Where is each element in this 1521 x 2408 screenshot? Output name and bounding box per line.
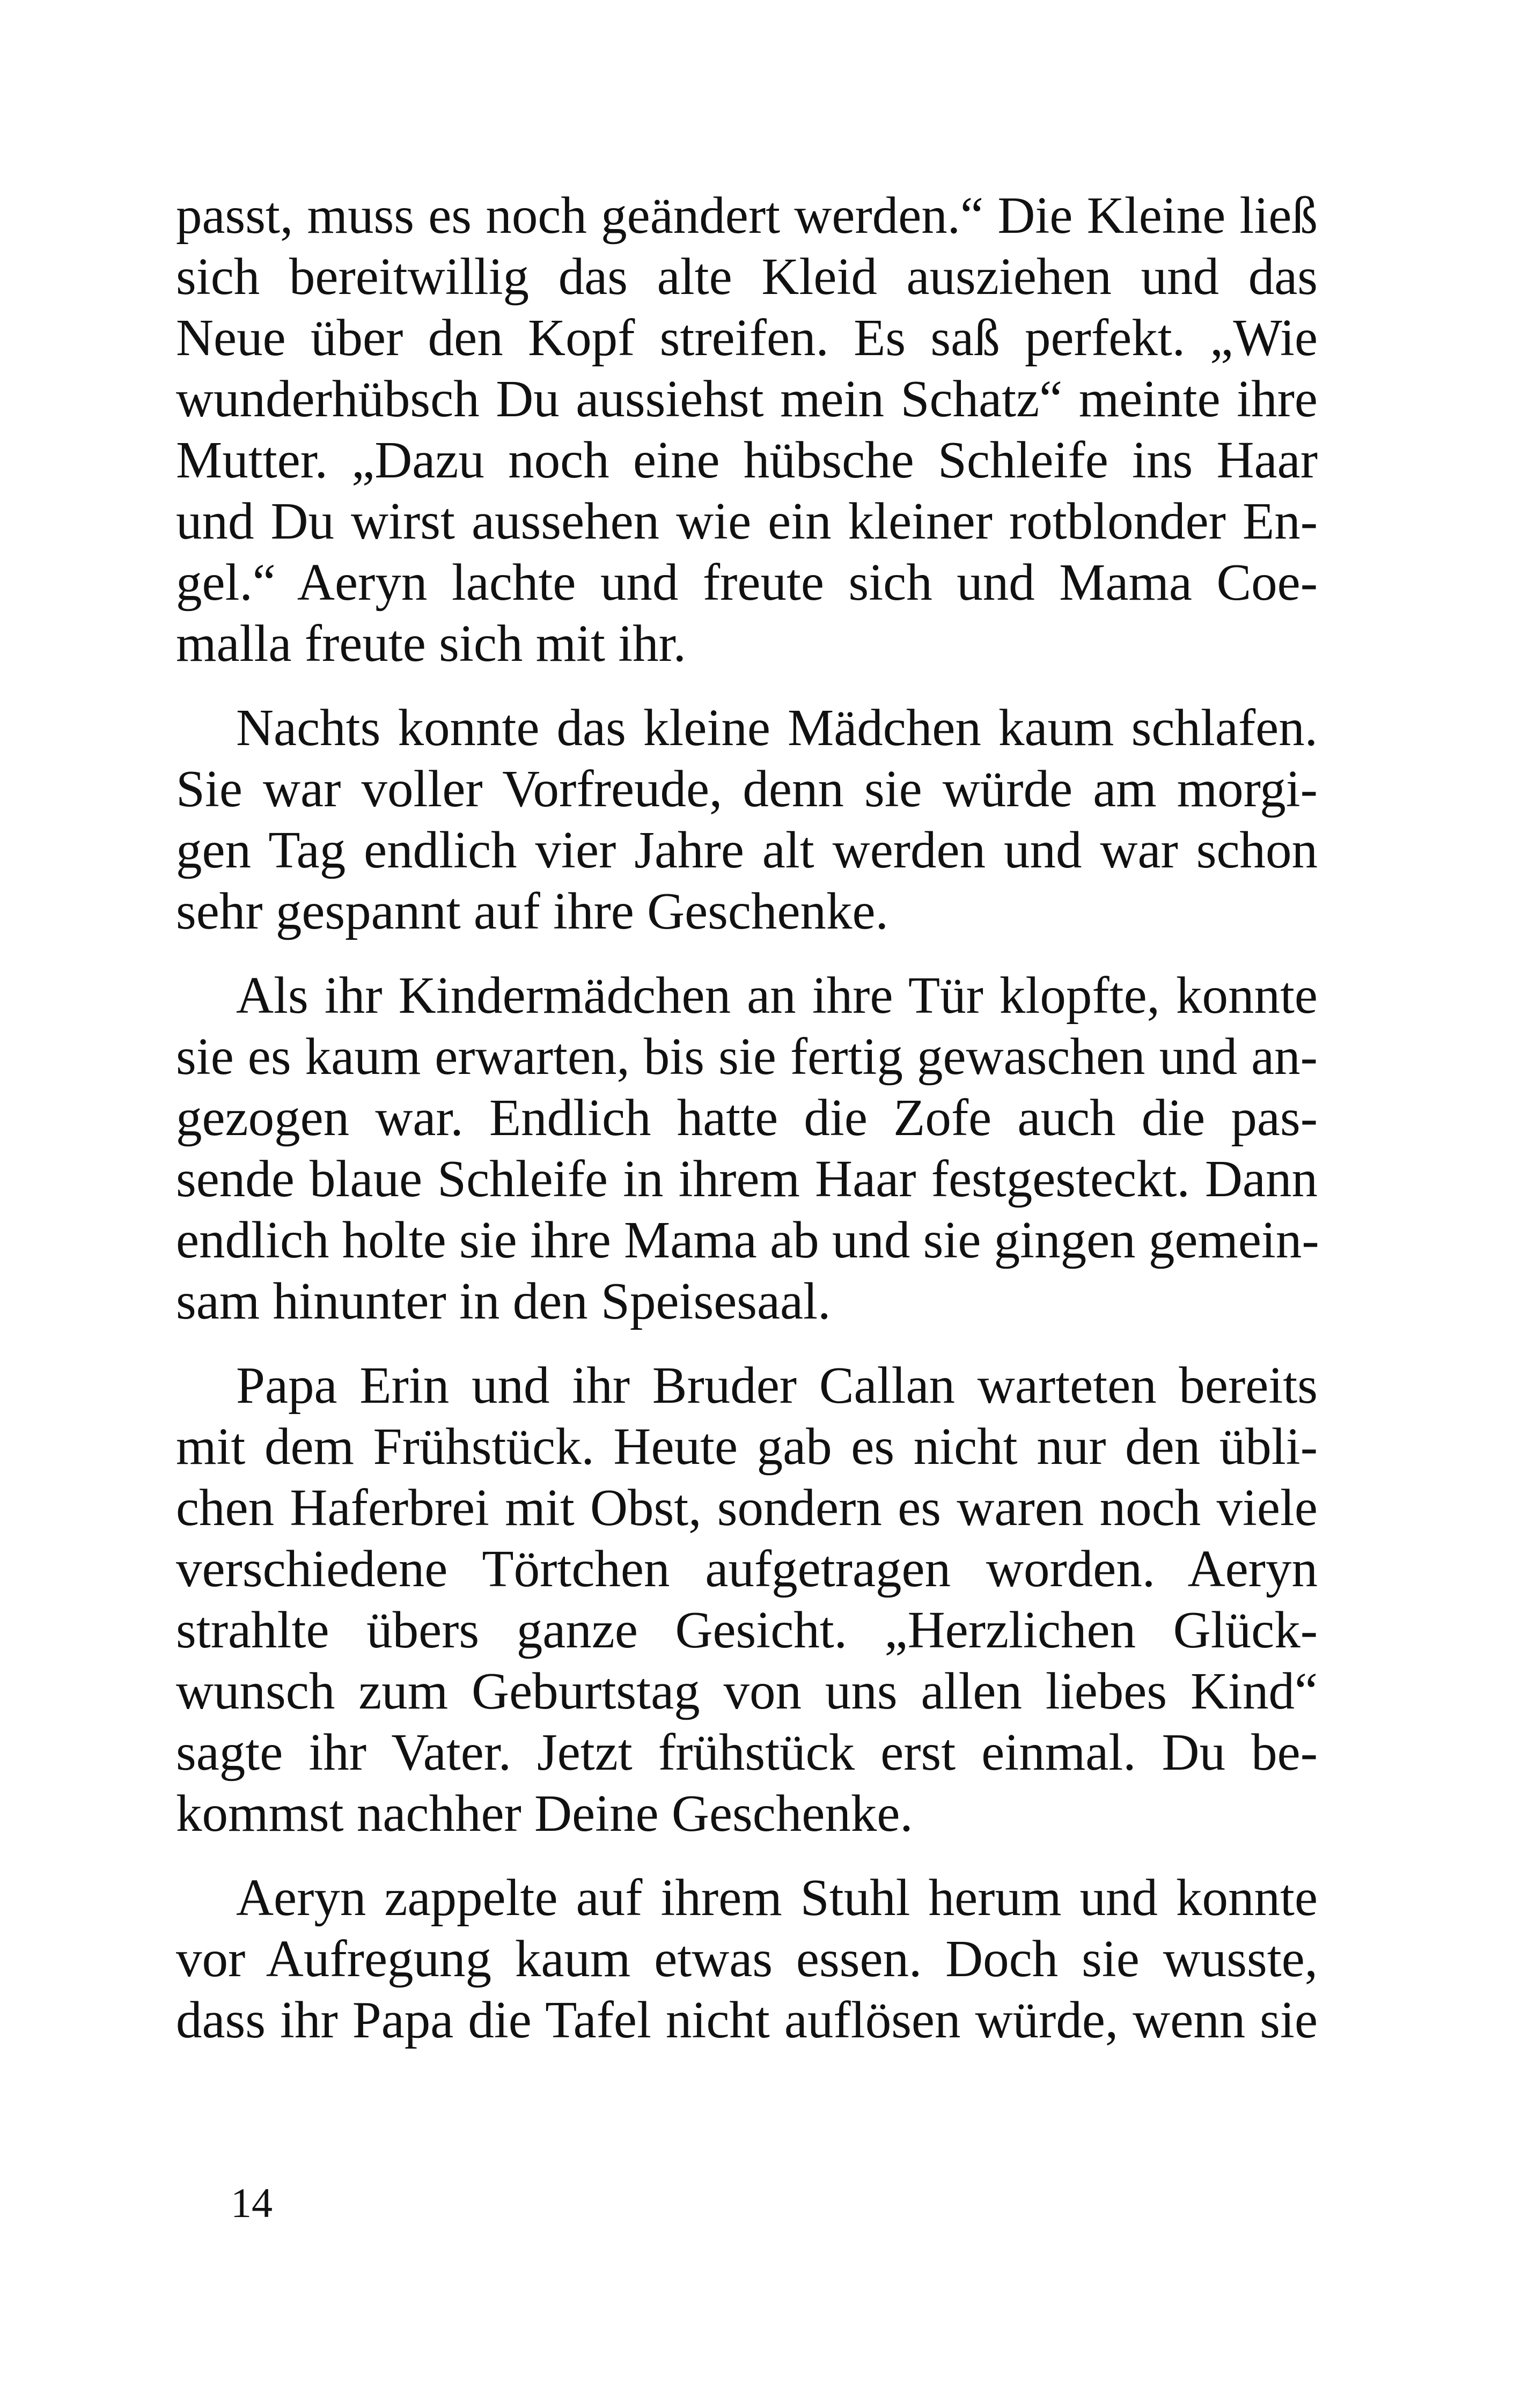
text-line: sagte ihr Vater. Jetzt frühstück erst einmal. Du be- [176, 1724, 1318, 1781]
text-line: vor Aufregung kaum etwas essen. Doch sie wusste, [176, 1930, 1318, 1987]
page-text [176, 185, 1318, 2074]
paragraph-4 [176, 1355, 1318, 1844]
text-line: sie es kaum erwarten, bis sie fertig gewaschen und an- [176, 1028, 1318, 1085]
text-line: Neue über den Kopf streifen. Es saß perfekt. „Wie [176, 309, 1318, 366]
paragraph-2 [176, 697, 1318, 942]
text-line: malla freute sich mit ihr. [176, 615, 686, 672]
text-line: strahlte übers ganze Gesicht. „Herzlichen Glück- [176, 1601, 1318, 1659]
text-line: mit dem Frühstück. Heute gab es nicht nur den übli- [176, 1418, 1318, 1475]
text-line: verschiedene Törtchen aufgetragen worden. Aeryn [176, 1540, 1318, 1597]
text-line: chen Haferbrei mit Obst, sondern es waren noch viele [176, 1479, 1318, 1536]
text-line: gen Tag endlich vier Jahre alt werden und war schon [176, 821, 1318, 879]
text-line: und Du wirst aussehen wie ein kleiner rotblonder En- [176, 492, 1318, 550]
text-line: gezogen war. Endlich hatte die Zofe auch die pas- [176, 1089, 1318, 1146]
text-line: sam hinunter in den Speisesaal. [176, 1272, 831, 1330]
text-line: Aeryn zappelte auf ihrem Stuhl herum und konnte [236, 1869, 1318, 1926]
text-line: Sie war voller Vorfreude, denn sie würde am morgi- [176, 760, 1318, 818]
text-line: sich bereitwillig das alte Kleid ausziehen und das [176, 248, 1318, 305]
text-line: endlich holte sie ihre Mama ab und sie gingen gemein- [176, 1211, 1319, 1269]
text-line: sehr gespannt auf ihre Geschenke. [176, 882, 888, 940]
text-line: Als ihr Kindermädchen an ihre Tür klopfte, konnte [236, 967, 1318, 1024]
text-line: gel.“ Aeryn lachte und freute sich und Mama Coe- [176, 554, 1318, 611]
text-line: Nachts konnte das kleine Mädchen kaum schlafen. [236, 699, 1318, 756]
text-line: passt, muss es noch geändert werden.“ Die Kleine ließ [176, 187, 1318, 244]
text-line: kommst nachher Deine Geschenke. [176, 1785, 913, 1842]
paragraph-1 [176, 185, 1318, 674]
text-line: wunderhübsch Du aussiehst mein Schatz“ meinte ihre [176, 370, 1318, 428]
text-line: Papa Erin und ihr Bruder Callan warteten bereits [236, 1357, 1318, 1414]
text-line: sende blaue Schleife in ihrem Haar festgesteckt. Dann [176, 1150, 1318, 1207]
text-line: dass ihr Papa die Tafel nicht auflösen würde, wenn sie [176, 1991, 1318, 2049]
text-line: wunsch zum Geburtstag von uns allen liebes Kind“ [176, 1662, 1318, 1720]
text-line: Mutter. „Dazu noch eine hübsche Schleife ins Haar [176, 431, 1318, 489]
paragraph-3 [176, 965, 1318, 1332]
page-number: 14 [231, 2179, 273, 2226]
paragraph-5 [176, 1867, 1318, 2051]
